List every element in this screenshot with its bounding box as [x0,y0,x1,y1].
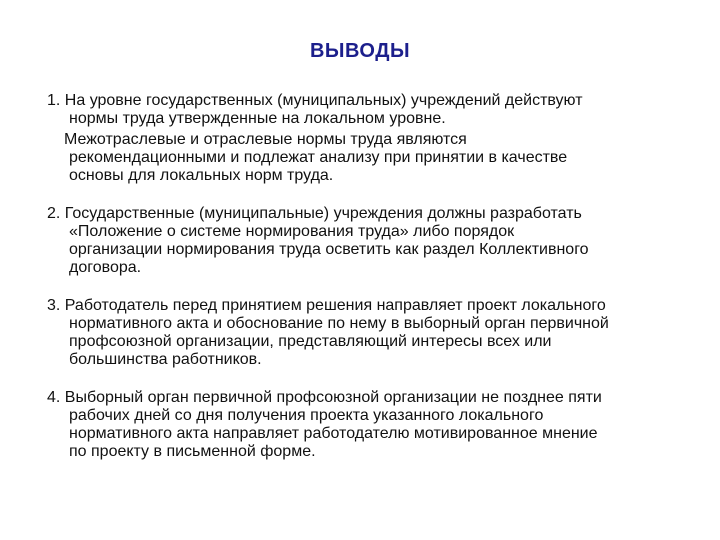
paragraph-line: нормативного акта направляет работодателю мотивированное мнение [69,425,598,442]
paragraph-line: 1. На уровне государственных (муниципальных) учреждений действуют [47,92,583,109]
paragraph-line: большинства работников. [69,351,262,368]
paragraph-line: Межотраслевые и отраслевые нормы труда являются [64,131,467,148]
paragraph-line: договора. [69,259,142,276]
paragraph-line: нормативного акта и обоснование по нему в выборный орган первичной [69,315,609,332]
paragraph-line: рекомендационными и подлежат анализу при принятии в качестве [69,149,568,166]
paragraph-line: 2. Государственные (муниципальные) учреждения должны разработать [47,205,582,222]
paragraph-line: профсоюзной организации, представляющий интересы всех или [69,333,552,350]
paragraph-3 [47,297,697,369]
paragraph-line: нормы труда утвержденные на локальном уровне. [69,110,446,127]
paragraph-line: организации нормирования труда осветить как раздел Коллективного [69,241,589,258]
paragraph-line: рабочих дней со дня получения проекта указанного локального [69,407,544,424]
paragraph-line: 3. Работодатель перед принятием решения направляет проект локального [47,297,606,314]
paragraph-line: «Положение о системе нормирования труда» либо порядок [69,223,515,240]
paragraph-4 [47,389,697,461]
paragraph-line: основы для локальных норм труда. [69,167,334,184]
slide-body [47,92,697,461]
paragraph-line: по проекту в письменной форме. [69,443,316,460]
paragraph-2 [47,205,697,277]
paragraph-1 [47,92,697,128]
paragraph-1-note [47,131,697,185]
slide-title: ВЫВОДЫ [309,40,411,62]
paragraph-line: 4. Выборный орган первичной профсоюзной организации не позднее пяти [47,389,602,406]
